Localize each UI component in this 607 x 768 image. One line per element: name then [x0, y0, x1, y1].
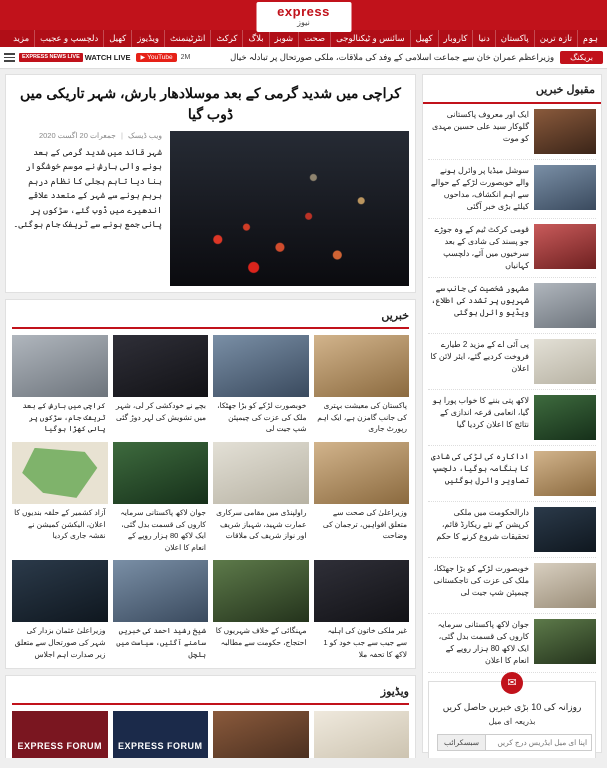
live-badge[interactable]: EXPRESS NEWS LIVE: [19, 53, 83, 62]
news-heading-text: خبریں: [381, 310, 409, 322]
news-card[interactable]: [12, 335, 108, 437]
news-card[interactable]: [113, 442, 209, 556]
news-card-label: راولپنڈی میں مقامی سرکاری عمارت شہید، شہباز شریف اور نواز شریف کی ملاقات: [216, 507, 307, 541]
news-card-label: خوبصورت لڑکے کو بڑا جھٹکا، ملک کی عزت کی چیمپئن شپ جیت لی: [217, 401, 307, 434]
news-card-label: وزیراعلیٰ کی صحت سے متعلق افواہیں، ترجمان کی وضاحت: [322, 507, 407, 541]
main-column: [5, 74, 416, 753]
list-item-thumbnail: [534, 451, 596, 496]
lead-meta: [12, 131, 162, 140]
news-card-label: آزاد کشمیر کے حلقہ بندیوں کا اعلان، الیکشن کمیشن نے نقشہ جاری کردیا: [14, 507, 106, 541]
news-card-label: شیخ رشید احمد کی خبریں سامنے آگئیں، سیاست میں ہلچل: [116, 626, 206, 659]
publish-date: جمعرات 20 اگست 2020: [38, 131, 116, 140]
popular-news-sidebar: [422, 74, 602, 753]
nav-item-6[interactable]: سائنس و ٹیکنالوجی: [330, 30, 409, 47]
news-card-image: [113, 335, 209, 397]
videos-heading-text: ویڈیوز: [380, 686, 409, 699]
footer-strip: [0, 758, 607, 768]
newsletter-title: روزانہ کی 10 بڑی خبریں حاصل کریں: [442, 702, 582, 712]
videos-section: [5, 675, 416, 758]
ticker-headline[interactable]: وزیراعظم عمران خان سے جماعت اسلامی کے وفد کی ملاقات، ملکی صورتحال پر تبادلہ خیال: [230, 52, 555, 62]
forum-logo-text: EXPRESS FORUM: [17, 741, 103, 752]
list-item-label: مشہور شخصیت کی جانب سے شہریوں پر تشدد کی اطلاع، ویڈیو وائرل ہوگئی: [431, 284, 529, 317]
list-item-label: ایک اور معروف پاکستانی گلوکار سید علی حسین مہدی کو موت: [431, 110, 529, 143]
news-card[interactable]: [113, 560, 209, 662]
nav-item-0[interactable]: ہوم: [577, 30, 603, 47]
list-item-label: پی آئی اے کے مزید 2 طیارے فروخت کردیے گئے، ایئر لائن کا اعلان: [430, 340, 529, 373]
video-card[interactable]: [12, 711, 108, 758]
logo-main-text: express: [277, 4, 330, 19]
news-card-image: [314, 442, 410, 504]
subscriber-count: 2M: [180, 54, 191, 61]
byline: ویب ڈیسک: [128, 131, 162, 140]
video-thumbnail: [314, 711, 410, 758]
lead-story-image: [170, 131, 409, 286]
news-card-image: [12, 560, 108, 622]
lead-summary: شہر قائد میں شدید گرمی کے بعد ہونے والی بارش نے موسم خوشگوار بنا دیا تاہم بجلی کا نظام درہم برہم ہونے سے شہر کے متعدد علاقے اندھیرے میں ڈوب گئے، سڑکوں پر پانی جمع ہونے سے ٹریفک جام ہوگئی۔: [13, 147, 162, 230]
envelope-icon: ✉: [501, 672, 523, 694]
newsletter-submit-button[interactable]: سبسکرائب: [437, 734, 485, 751]
list-item-label: لاکھ پتی بننے کا خواب پورا ہو گیا، انعامی قرعہ اندازی کے نتائج کا اعلان کردیا گیا: [432, 396, 529, 429]
site-logo[interactable]: [256, 2, 351, 32]
sidebar-list: [423, 104, 601, 673]
news-card-image: [213, 442, 309, 504]
news-card[interactable]: [213, 442, 309, 556]
nav-item-9[interactable]: بلاگ: [242, 30, 268, 47]
video-thumbnail: [213, 711, 309, 758]
news-card-image: [113, 442, 209, 504]
list-item-label: اداکارہ کی لڑکی کی شادی کا ہنگامہ ہوگیا، دلچسپ تصاویر وائرل ہوگئیں: [431, 452, 529, 485]
page-title: کراچی میں شدید گرمی کے بعد موسلادھار بارش، شہر تاریکی میں ڈوب گیا: [20, 85, 401, 122]
list-item[interactable]: [428, 160, 596, 219]
list-item-thumbnail: [534, 339, 596, 384]
list-item-thumbnail: [534, 395, 596, 440]
nav-item-5[interactable]: کھیل: [410, 30, 438, 47]
sidebar-heading: [423, 75, 601, 104]
logo-sub-text: نیوز: [297, 18, 310, 27]
videos-grid: [12, 711, 409, 758]
list-item-thumbnail: [534, 563, 596, 608]
nav-item-12[interactable]: ویڈیوز: [131, 30, 164, 47]
news-card-image: [12, 335, 108, 397]
news-card-label: وزیراعلیٰ عثمان بزدار کی شہر کی صورتحال سے متعلق زیر صدارت اہم اجلاس: [14, 626, 106, 659]
nav-item-15[interactable]: مزید: [13, 33, 30, 43]
play-icon: ▶: [140, 55, 146, 61]
video-thumbnail: [12, 711, 108, 758]
nav-item-8[interactable]: شوبز: [269, 30, 299, 47]
news-card[interactable]: [314, 442, 410, 556]
nav-item-10[interactable]: کرکٹ: [210, 30, 242, 47]
news-card[interactable]: [314, 335, 410, 437]
breaking-news-button[interactable]: بریکنگ: [560, 51, 603, 64]
nav-item-1[interactable]: تازہ ترین: [534, 30, 577, 47]
news-card-label: مہنگائی کے خلاف شہریوں کا احتجاج، حکومت سے مطالبہ: [215, 626, 307, 647]
meta-separator: |: [120, 131, 123, 140]
list-item-thumbnail: [534, 165, 596, 210]
list-item[interactable]: [428, 614, 596, 673]
live-ticker-bar: [0, 47, 607, 69]
nav-item-7[interactable]: صحت: [298, 30, 330, 47]
nav-item-14[interactable]: دلچسپ و عجیب: [34, 30, 103, 47]
list-item[interactable]: [428, 334, 596, 390]
list-item-thumbnail: [534, 224, 596, 269]
nav-item-2[interactable]: پاکستان: [495, 30, 534, 47]
news-card[interactable]: [113, 335, 209, 437]
news-card-image: [12, 442, 108, 504]
sidebar-heading-text: مقبول خبریں: [535, 84, 595, 96]
youtube-label: YouTube: [147, 54, 173, 61]
youtube-button[interactable]: [136, 53, 176, 62]
list-item[interactable]: [428, 558, 596, 614]
newsletter-email-input[interactable]: [485, 734, 592, 751]
video-card[interactable]: [213, 711, 309, 758]
news-card-image: [213, 335, 309, 397]
top-red-bar: [0, 0, 607, 30]
list-item[interactable]: [428, 502, 596, 558]
list-item[interactable]: [428, 446, 596, 502]
forum-logo-text: EXPRESS FORUM: [118, 741, 203, 752]
nav-item-3[interactable]: دنیا: [472, 30, 494, 47]
main-navigation[interactable]: [0, 30, 607, 47]
lead-story-text: [12, 131, 162, 286]
lead-body: [12, 131, 409, 286]
list-item-label: سوشل میڈیا پر وائرل ہونے والے خوبصورت لڑکے کے حوالے سے اہم انکشاف، مداحوں کیلئے بڑی خبر آگئی: [430, 166, 529, 211]
video-card[interactable]: [113, 711, 209, 758]
list-item-thumbnail: [534, 507, 596, 552]
videos-section-heading: [12, 682, 409, 705]
newsletter-form: [437, 734, 587, 751]
news-card[interactable]: [12, 442, 108, 556]
nav-item-13[interactable]: کھیل: [103, 30, 131, 47]
list-item-label: قومی کرکٹ ٹیم کے وہ جوڑے جو پسند کی شادی کے بعد سرخیوں میں آئے، دلچسپ کہانیاں: [434, 225, 529, 270]
list-item-thumbnail: [534, 109, 596, 154]
news-card-label: جوان لاکھ پاکستانی سرمایہ کاروں کی قسمت بدل گئی، ایک لاکھ 80 ہزار روپے کے انعام کا اعلان: [120, 507, 206, 552]
news-card-image: [314, 560, 410, 622]
nav-item-4[interactable]: کاروبار: [438, 30, 473, 47]
list-item-label: جوان لاکھ پاکستانی سرمایہ کاروں کی قسمت بدل گئی، ایک لاکھ 80 ہزار روپے کے انعام کا اعلان: [437, 620, 529, 665]
lead-story[interactable]: [5, 74, 416, 293]
video-thumbnail: [113, 711, 209, 758]
news-card[interactable]: [12, 560, 108, 662]
list-item[interactable]: [428, 390, 596, 446]
hamburger-menu-icon[interactable]: [4, 51, 15, 64]
newsletter-subtitle: بذریعہ ای میل: [488, 717, 536, 727]
news-card-label: کراچی میں بارش کے بعد ٹریفک جام، سڑکوں پر پانی کھڑا ہوگیا: [22, 401, 106, 434]
news-card-image: [113, 560, 209, 622]
news-card[interactable]: [213, 560, 309, 662]
list-item[interactable]: [428, 104, 596, 160]
list-item[interactable]: [428, 219, 596, 278]
list-item[interactable]: [428, 278, 596, 334]
nav-item-11[interactable]: انٹرٹینمنٹ: [164, 30, 210, 47]
news-card-label: بچے نے خودکشی کر لی، شہر میں تشویش کی لہر دوڑ گئی: [115, 401, 206, 422]
watch-live-label[interactable]: WATCH LIVE: [84, 53, 131, 62]
news-card-label: غیر ملکی خاتون کی اہلیہ سے جیب سے جب خود کو 1 لاکھ کا تحفہ ملا: [323, 626, 407, 659]
page-content: [0, 69, 607, 758]
video-card[interactable]: [314, 711, 410, 758]
news-section-heading: [12, 306, 409, 329]
news-grid: [12, 335, 409, 662]
list-item-label: دارالحکومت میں ملکی کرپشن کے نئے ریکارڈ قائم، تحقیقات شروع کرنے کا حکم: [436, 508, 529, 541]
newsletter-signup: [428, 677, 596, 758]
news-card-label: پاکستان کی معیشت بہتری کی جانب گامزن ہے، ایک اہم رپورٹ جاری: [317, 401, 407, 434]
news-card-image: [314, 335, 410, 397]
list-item-label: خوبصورت لڑکے کو بڑا جھٹکا، ملک کی عزت کی تاجکستانی چیمپئن شپ جیت لی: [433, 564, 529, 597]
news-card[interactable]: [314, 560, 410, 662]
news-card-image: [213, 560, 309, 622]
list-item-thumbnail: [534, 283, 596, 328]
list-item-thumbnail: [534, 619, 596, 664]
news-card[interactable]: [213, 335, 309, 437]
news-section: [5, 299, 416, 669]
